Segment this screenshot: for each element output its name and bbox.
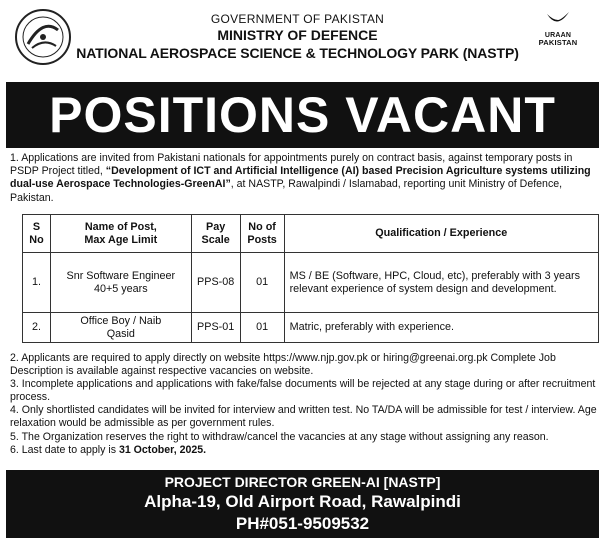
header-post-name: Name of Post, Max Age Limit	[50, 215, 191, 253]
note-4: 4. Only shortlisted candidates will be invited for interview and written test. No TA/DA will be admissible for test / interview. Age relaxation would be admissible as per government rules.	[10, 404, 597, 430]
header-sno: S No	[23, 215, 51, 253]
note-6: 6. Last date to apply is 31 October, 2025.	[10, 443, 207, 456]
organization-title: NATIONAL AEROSPACE SCIENCE & TECHNOLOGY PARK (NASTP)	[76, 45, 519, 61]
note-3: 3. Incomplete applications and applications with fake/false documents will be rejected at any stage during or after recruitment process.	[10, 378, 596, 404]
intro-text-end: , at NASTP, Rawalpindi / Islamabad, reporting unit Ministry of Defence, Pakistan.	[10, 178, 563, 204]
footer-contact-title: PROJECT DIRECTOR GREEN-AI [NASTP]	[164, 474, 441, 490]
table-row	[23, 313, 599, 343]
cell-sno: 1.	[23, 253, 51, 313]
intro-paragraph	[10, 152, 595, 205]
advertisement	[6, 4, 599, 538]
bird-icon	[543, 10, 573, 32]
header-qualification: Qualification / Experience	[284, 215, 598, 253]
instructions-list	[10, 352, 597, 457]
cell-pay-scale: PPS-01	[191, 313, 240, 343]
cell-no-of-posts: 01	[240, 253, 284, 313]
cell-pay-scale: PPS-08	[191, 253, 240, 313]
footer-address: Alpha-19, Old Airport Road, Rawalpindi	[144, 492, 461, 511]
cell-post-name: Office Boy / Naib Qasid	[50, 313, 191, 343]
intro-text: 1. Applications are invited from Pakistani nationals for appointments purely on contract basis, against temporary posts in PSDP Project titled,	[10, 152, 573, 178]
cell-sno: 2.	[23, 313, 51, 343]
header-no-of-posts: No of Posts	[240, 215, 284, 253]
cell-qualification: MS / BE (Software, HPC, Cloud, etc), preferably with 3 years relevant experience of system design and development.	[284, 253, 598, 313]
uraan-pakistan-logo	[523, 8, 593, 68]
header	[6, 4, 599, 82]
cell-post-name: Snr Software Engineer 40+5 years	[50, 253, 191, 313]
logo-text-top: URAAN	[544, 32, 572, 39]
positions-vacant-banner: POSITIONS VACANT	[6, 82, 599, 148]
last-date: 31 October, 2025.	[118, 443, 207, 456]
table-header-row	[23, 215, 599, 253]
note-5: 5. The Organization reserves the right to withdraw/cancel the vacancies at any stage without assigning any reason.	[10, 430, 549, 443]
header-pay-scale: Pay Scale	[191, 215, 240, 253]
positions-table	[22, 214, 599, 343]
nastp-logo	[14, 8, 72, 66]
table-row	[23, 253, 599, 313]
cell-no-of-posts: 01	[240, 313, 284, 343]
contact-footer	[6, 470, 599, 538]
government-title: GOVERNMENT OF PAKISTAN	[210, 12, 385, 26]
logo-text-bottom: PAKISTAN	[538, 38, 578, 47]
header-titles	[76, 12, 519, 63]
footer-phone: PH#051-9509532	[235, 514, 370, 533]
project-title: “Development of ICT and Artificial Intelligence (AI) based Precision Agriculture systems utilizing dual-use Aerospace Technologies-GreenAI”	[10, 165, 591, 191]
note-2: 2. Applicants are required to apply directly on website https://www.njp.gov.pk or hiring@greenai.org.pk Complete Job Description is available against respective vacancies on website.	[10, 352, 556, 378]
ministry-title: MINISTRY OF DEFENCE	[217, 27, 378, 43]
cell-qualification: Matric, preferably with experience.	[284, 313, 598, 343]
